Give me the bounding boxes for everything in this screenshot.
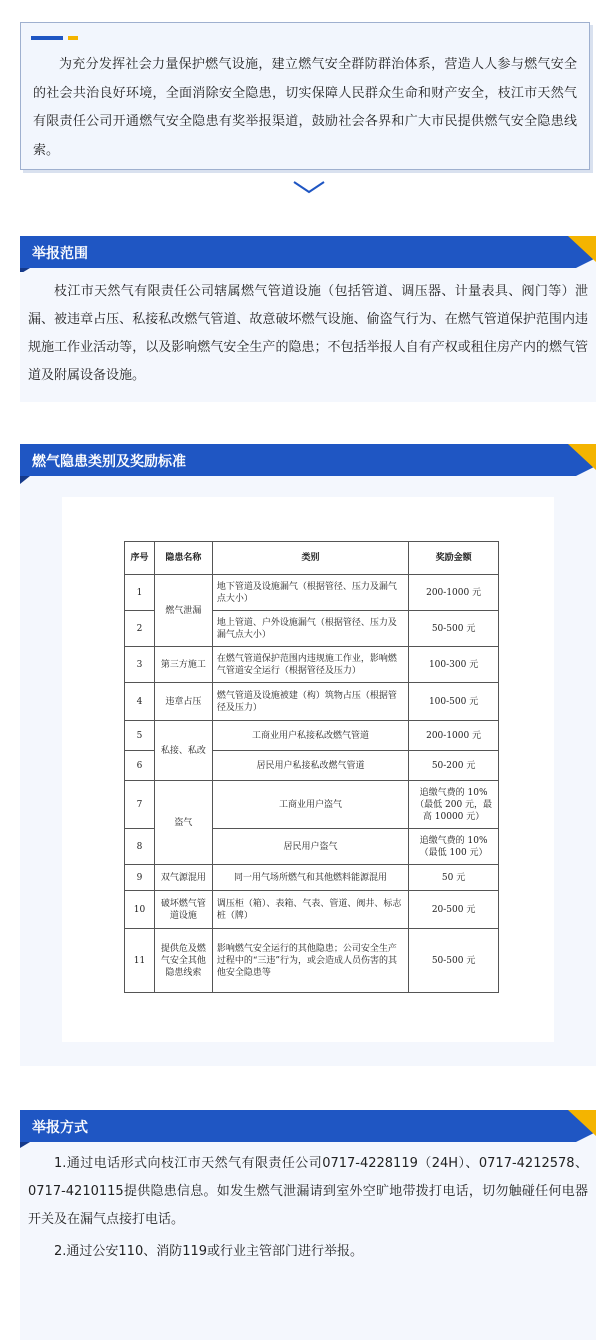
row-no: 2: [125, 611, 155, 647]
row-no: 4: [125, 683, 155, 721]
header-amount: 奖励金额: [409, 542, 499, 575]
row-amount: 50-500 元: [409, 611, 499, 647]
row-amount: 50-500 元: [409, 929, 499, 993]
row-no: 10: [125, 891, 155, 929]
row-amount: 100-500 元: [409, 683, 499, 721]
row-amount: 200-1000 元: [409, 721, 499, 751]
row-name: 提供危及燃气安全其他隐患线索: [154, 929, 212, 993]
row-amount: 200-1000 元: [409, 575, 499, 611]
row-name: 盗气: [154, 781, 212, 865]
row-name: 破坏燃气管道设施: [154, 891, 212, 929]
table-row: [125, 683, 499, 721]
row-no: 7: [125, 781, 155, 829]
row-category: 在燃气管道保护范围内违规施工作业，影响燃气管道安全运行（根据管径及压力）: [212, 647, 408, 683]
row-no: 5: [125, 721, 155, 751]
row-amount: 20-500 元: [409, 891, 499, 929]
table-row: [125, 781, 499, 829]
chevron-down-icon: [292, 180, 326, 194]
methods-section: [20, 1110, 596, 1340]
row-category: 同一用气场所燃气和其他燃料能源混用: [212, 865, 408, 891]
table-row: [125, 929, 499, 993]
scope-section: [20, 236, 596, 402]
row-category: 居民用户私接私改燃气管道: [212, 751, 408, 781]
row-no: 8: [125, 829, 155, 865]
intro-text: 为充分发挥社会力量保护燃气设施，建立燃气安全群防群治体系，营造人人参与燃气安全的社会共治良好环境，全面消除安全隐患，切实保障人民群众生命和财产安全，枝江市天然气有限责任公司开通燃气安全隐患有奖举报渠道，鼓励社会各界和广大市民提供燃气安全隐患线索。: [33, 57, 577, 158]
methods-title: 举报方式: [32, 1120, 88, 1136]
scope-title: 举报范围: [32, 246, 88, 262]
method-item-police: 2.通过公安110、消防119或行业主管部门进行举报。: [54, 1244, 364, 1259]
row-amount: 50-200 元: [409, 751, 499, 781]
table-row: [125, 721, 499, 751]
row-amount: 100-300 元: [409, 647, 499, 683]
row-category: 燃气管道及设施被建（构）筑物占压（根据管径及压力）: [212, 683, 408, 721]
row-amount: 追缴气费的 10%（最低 100 元）: [409, 829, 499, 865]
accent-bar-yellow: [68, 36, 78, 40]
intro-box: [20, 22, 590, 170]
row-no: 6: [125, 751, 155, 781]
accent-bar-blue: [31, 36, 63, 40]
row-name: 私接、私改: [154, 721, 212, 781]
row-no: 9: [125, 865, 155, 891]
scope-text: 枝江市天然气有限责任公司辖属燃气管道设施（包括管道、调压器、计量表具、阀门等）泄漏、被违章占压、私接私改燃气管道、故意破坏燃气设施、偷盗气行为、在燃气管道保护范围内违规施工作业活动等，以及影响燃气安全生产的隐患；不包括举报人自有产权或租住房产内的燃气管道及附属设备设施。: [28, 284, 588, 383]
table-row: [125, 647, 499, 683]
header-category: 类别: [212, 542, 408, 575]
rewards-table: [124, 541, 499, 993]
row-no: 11: [125, 929, 155, 993]
rewards-header: [20, 444, 596, 476]
row-name: 燃气泄漏: [154, 575, 212, 647]
row-category: 居民用户盗气: [212, 829, 408, 865]
method-item-phone: 1.通过电话形式向枝江市天然气有限责任公司0717-4228119（24H）、0717-4212578、0717-4210115提供隐患信息。如发生燃气泄漏请到室外空旷地带拨打电话，切勿触碰任何电器开关及在漏气点接打电话。: [28, 1156, 588, 1227]
row-category: 工商业用户盗气: [212, 781, 408, 829]
row-amount: 追缴气费的 10%（最低 200 元，最高 10000 元）: [409, 781, 499, 829]
row-name: 违章占压: [154, 683, 212, 721]
scope-header: [20, 236, 596, 268]
rewards-title: 燃气隐患类别及奖励标准: [32, 454, 186, 470]
row-category: 影响燃气安全运行的其他隐患；公司安全生产过程中的“三违”行为，或会造成人员伤害的其他安全隐患等: [212, 929, 408, 993]
header-name: 隐患名称: [154, 542, 212, 575]
row-category: 地上管道、户外设施漏气（根据管径、压力及漏气点大小）: [212, 611, 408, 647]
row-name: 双气源混用: [154, 865, 212, 891]
header-no: 序号: [125, 542, 155, 575]
table-header-row: [125, 542, 499, 575]
row-name: 第三方施工: [154, 647, 212, 683]
row-amount: 50 元: [409, 865, 499, 891]
row-category: 工商业用户私接私改燃气管道: [212, 721, 408, 751]
rewards-table-card: [62, 497, 554, 1042]
table-row: [125, 865, 499, 891]
table-row: [125, 891, 499, 929]
row-no: 1: [125, 575, 155, 611]
row-no: 3: [125, 647, 155, 683]
table-row: [125, 575, 499, 611]
row-category: 地下管道及设施漏气（根据管径、压力及漏气点大小）: [212, 575, 408, 611]
row-category: 调压柜（箱）、表箱、气表、管道、阀井、标志桩（牌）: [212, 891, 408, 929]
methods-header: [20, 1110, 596, 1142]
